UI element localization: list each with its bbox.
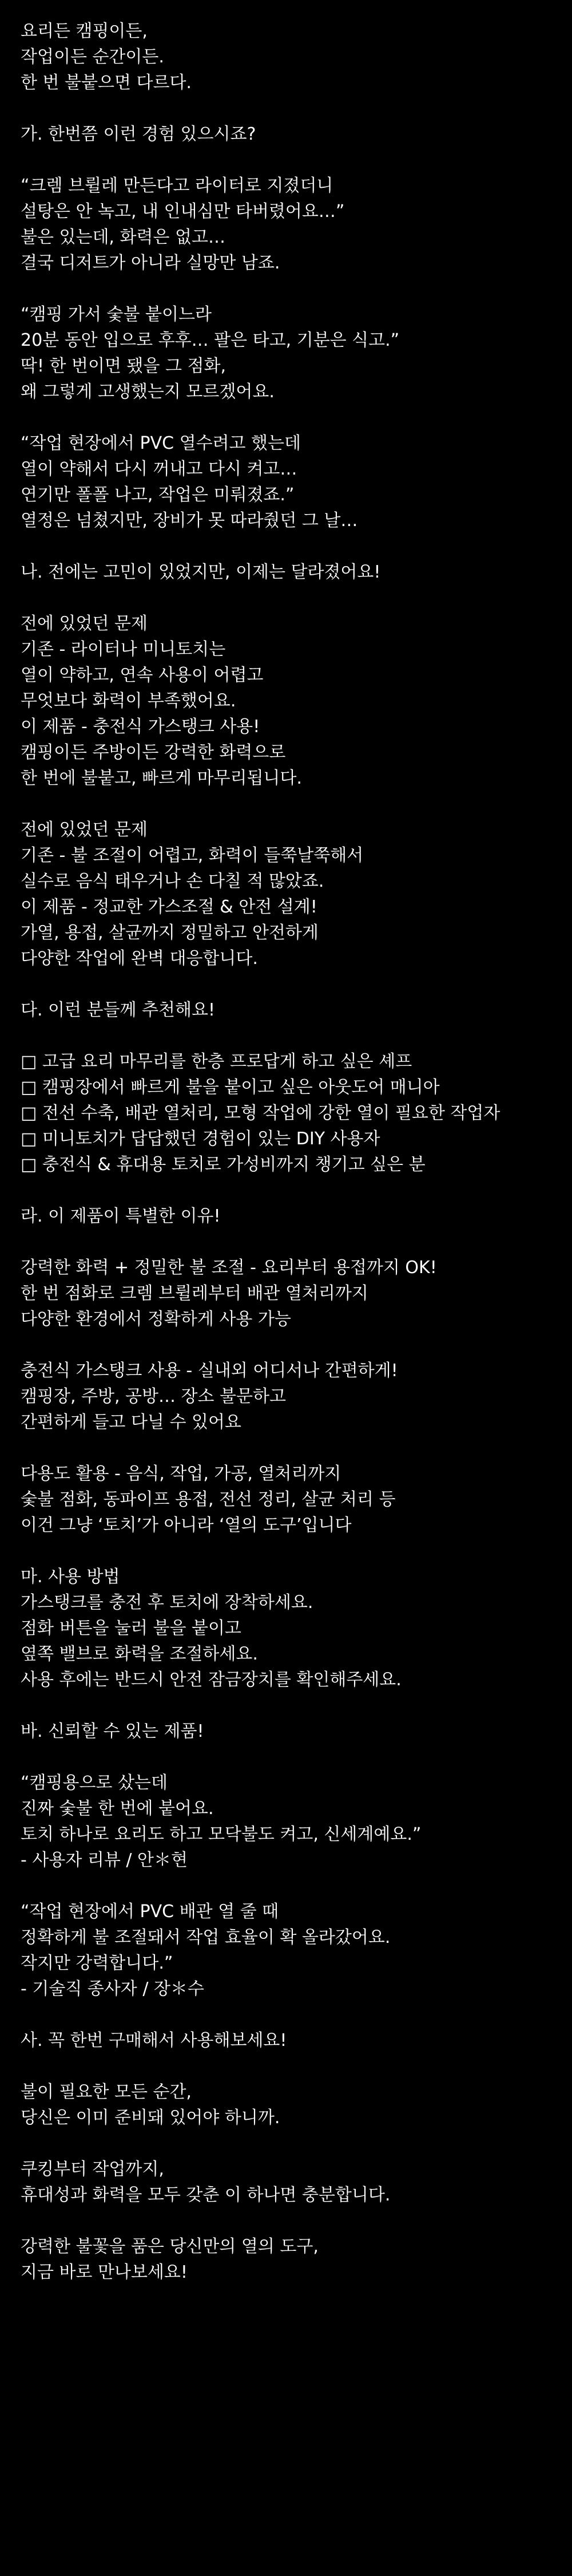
quote-line: “크렘 브륄레 만든다고 라이터로 지졌더니 [21,176,333,196]
review-block [21,1899,551,2002]
checkbox-item: □ 고급 요리 마무리를 한층 프로답게 하고 싶은 셰프 [21,1052,412,1072]
closing-line: 지금 바로 만나보세요! [21,2262,188,2282]
quote-line: 열정은 넘쳤지만, 장비가 못 따라줬던 그 날… [21,511,358,531]
usage-line: 사용 후에는 반드시 안전 잠금장치를 확인해주세요. [21,1670,402,1690]
closing-line: 강력한 불꽃을 품은 당신만의 열의 도구, [21,2237,319,2257]
quote-line: 설탕은 안 녹고, 내 인내심만 타버렸어요…” [21,202,345,222]
quote-line: “캠핑 가서 숯불 붙이느라 [21,305,212,325]
problem-line: 열이 약하고, 연속 사용이 어렵고 [21,665,264,685]
problem-line: 기존 - 라이터나 미니토치는 [21,639,226,659]
feature-block [21,1461,551,1538]
problem-line: 전에 있었던 문제 [21,614,148,634]
section-heading: 사. 꼭 한번 구매해서 사용해보세요! [21,2030,287,2050]
checkbox-item: □ 충전식 & 휴대용 토치로 가성비까지 챙기고 싶은 분 [21,1155,426,1175]
problem-line: 실수로 음식 태우거나 손 다칠 적 많았죠. [21,871,324,891]
quote-line: 열이 약해서 다시 꺼내고 다시 켜고… [21,459,297,479]
section-heading: 바. 신뢰할 수 있는 제품! [21,1721,204,1741]
review-line: 진짜 숯불 한 번에 붙어요. [21,1799,214,1819]
problem-line: 전에 있었던 문제 [21,820,148,840]
usage-block [21,1564,551,1693]
closing-line: 쿠킹부터 작업까지, [21,2159,164,2179]
section-heading: 가. 한번쯤 이런 경험 있으시죠? [21,124,256,144]
section-heading: 마. 사용 방법 [21,1567,120,1587]
problem-line: 무엇보다 화력이 부족했어요. [21,691,236,711]
quote-line: “작업 현장에서 PVC 열수려고 했는데 [21,433,301,453]
section-na-title [21,559,551,585]
usage-line: 옆쪽 밸브로 화력을 조절하세요. [21,1644,258,1664]
problem-line: 다양한 작업에 완벽 대응합니다. [21,949,258,969]
section-sa-title [21,2028,551,2053]
section-heading: 나. 전에는 고민이 있었지만, 이제는 달라졌어요! [21,562,381,582]
usage-line: 점화 버튼을 눌러 불을 붙이고 [21,1618,241,1638]
quote-line: 20분 동안 입으로 후후… 팔은 타고, 기분은 식고.” [21,330,400,350]
section-heading: 다. 이런 분들께 추천해요! [21,1000,215,1020]
section-ra-title [21,1203,551,1229]
feature-line: 강력한 화력 + 정밀한 불 조절 - 요리부터 용접까지 OK! [21,1258,437,1278]
section-heading: 라. 이 제품이 특별한 이유! [21,1206,221,1226]
closing-block [21,2156,551,2208]
review-line: 정확하게 불 조절돼서 작업 효율이 확 올라갔어요. [21,1927,391,1947]
closing-line: 당신은 이미 준비돼 있어야 하니까. [21,2108,280,2128]
closing-block [21,2234,551,2285]
closing-line: 휴대성과 화력을 모두 갖춘 이 하나면 충분합니다. [21,2185,391,2205]
intro-line: 작업이든 순간이든. [21,47,164,67]
problem-line: 한 번에 불붙고, 빠르게 마무리됩니다. [21,768,302,788]
checkbox-item: □ 미니토치가 답답했던 경험이 있는 DIY 사용자 [21,1129,380,1149]
problem-line: 이 제품 - 정교한 가스조절 & 안전 설계! [21,897,317,917]
problem-line: 캠핑이든 주방이든 강력한 화력으로 [21,742,286,762]
section-ba-title [21,1718,551,1744]
closing-block [21,2079,551,2131]
quote-block [21,302,551,405]
intro-line: 요리든 캠핑이든, [21,21,148,41]
checkbox-item: □ 캠핑장에서 빠르게 불을 붙이고 싶은 아웃도어 매니아 [21,1077,440,1097]
feature-line: 숯불 점화, 동파이프 용접, 전선 정리, 살균 처리 등 [21,1490,396,1510]
feature-line: 다용도 활용 - 음식, 작업, 가공, 열처리까지 [21,1464,341,1484]
feature-block [21,1358,551,1435]
feature-block [21,1255,551,1332]
review-line: 토치 하나로 요리도 하고 모닥불도 켜고, 신세계예요.” [21,1824,422,1844]
checkbox-item: □ 전선 수축, 배관 열처리, 모형 작업에 강한 열이 필요한 작업자 [21,1103,500,1123]
feature-line: 한 번 점화로 크렘 브륄레부터 배관 열처리까지 [21,1283,368,1303]
feature-line: 간편하게 들고 다닐 수 있어요 [21,1412,241,1432]
intro-block [21,18,551,96]
recommend-list [21,1049,551,1178]
review-line: 작지만 강력합니다.” [21,1953,173,1973]
usage-line: 가스탱크를 충전 후 토치에 장착하세요. [21,1593,313,1613]
feature-line: 다양한 환경에서 정확하게 사용 가능 [21,1309,291,1329]
quote-line: 결국 디저트가 아니라 실망만 남죠. [21,253,280,273]
quote-line: 왜 그렇게 고생했는지 모르겠어요. [21,382,275,402]
problem-line: 이 제품 - 충전식 가스탱크 사용! [21,717,260,737]
problem-block [21,611,551,791]
feature-line: 캠핑장, 주방, 공방… 장소 불문하고 [21,1386,286,1406]
quote-line: 딱! 한 번이면 됐을 그 점화, [21,356,227,376]
section-ga-title [21,121,551,147]
review-line: “캠핑용으로 샀는데 [21,1773,168,1793]
problem-line: 가열, 용접, 살균까지 정밀하고 안전하게 [21,923,319,943]
quote-block [21,173,551,276]
quote-line: 불은 있는데, 화력은 없고… [21,227,225,247]
closing-line: 불이 필요한 모든 순간, [21,2082,192,2102]
problem-line: 기존 - 불 조절이 어렵고, 화력이 들쭉날쭉해서 [21,846,364,866]
quote-line: 연기만 폴폴 나고, 작업은 미뤄졌죠.” [21,485,295,505]
review-author: - 기술직 종사자 / 장＊수 [21,1979,204,1999]
quote-block [21,430,551,534]
review-author: - 사용자 리뷰 / 안＊현 [21,1850,188,1870]
feature-line: 충전식 가스탱크 사용 - 실내외 어디서나 간편하게! [21,1361,398,1381]
feature-line: 이건 그냥 ‘토치’가 아니라 ‘열의 도구’입니다 [21,1515,352,1535]
problem-block [21,817,551,971]
intro-line: 한 번 불붙으면 다르다. [21,73,192,93]
review-block [21,1770,551,1873]
section-da-title [21,997,551,1023]
review-line: “작업 현장에서 PVC 배관 열 줄 때 [21,1902,279,1922]
